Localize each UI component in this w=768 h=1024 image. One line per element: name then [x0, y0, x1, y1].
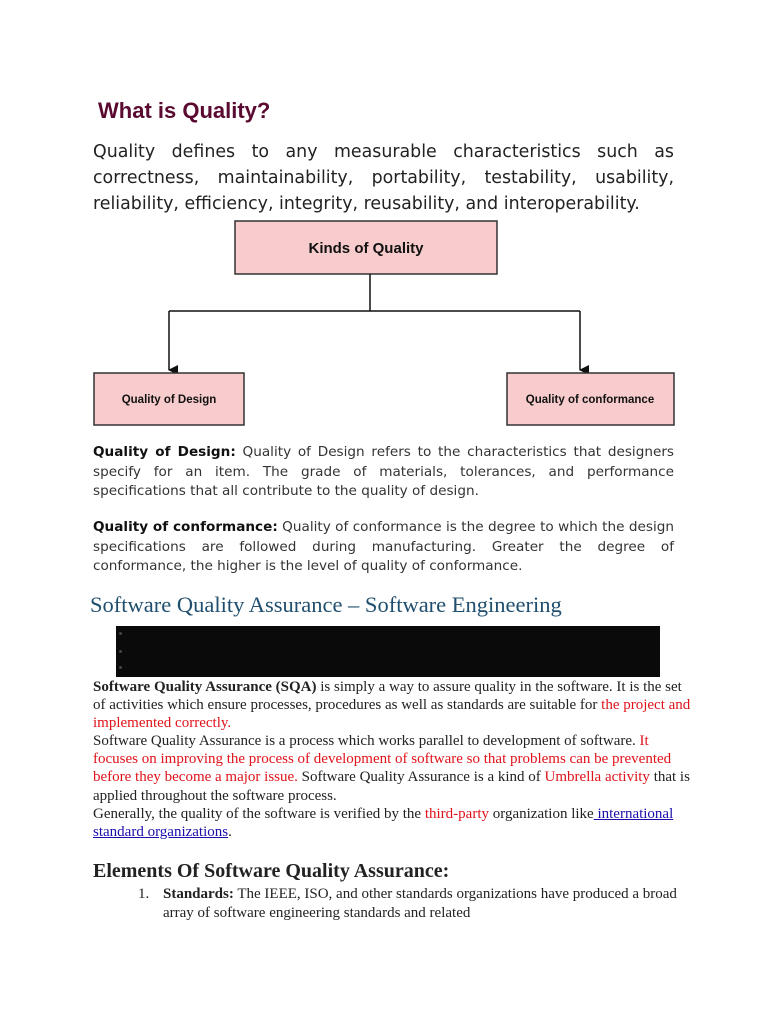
sqa-p3-text: Generally, the quality of the software is verified by the — [93, 805, 425, 822]
bullet-dot — [119, 632, 122, 635]
sqa-p1-text: is simply a way to assure quality in the software. It is the set of activities which ensure processes, procedures as well as standards are suitable for — [93, 679, 682, 714]
quality-of-conformance-definition: Quality of conformance is the degree to which the design specifications are followed during manufacturing. Greater the degree of conformance, the higher is the level of quality of conformance. — [93, 519, 674, 574]
quality-of-design-term: Quality of Design: — [93, 444, 236, 460]
page-title: What is Quality? — [98, 98, 271, 123]
elements-list — [138, 885, 678, 922]
sqa-p2-highlight2: Umbrella activity — [544, 769, 650, 786]
list-item-text — [163, 885, 678, 922]
sqa-paragraph-3 — [93, 805, 693, 841]
sqa-p3-highlight: third-party — [424, 805, 489, 822]
left-child-label: Quality of Design — [121, 394, 217, 406]
intro-paragraph: Quality defines to any measurable characteristics such as correctness, maintainability, portability, testability, usability, reliability, efficiency, integrity, reusability, and interoperability. — [93, 142, 674, 214]
list-item-term: Standards: — [163, 886, 234, 902]
sqa-paragraph-2 — [93, 732, 693, 804]
quality-of-design-paragraph — [93, 443, 674, 502]
quality-of-conformance-paragraph — [93, 518, 674, 577]
redacted-block — [116, 626, 660, 677]
sqa-p2-text: Software Quality Assurance is a process which works parallel to development of software. — [93, 733, 640, 750]
kinds-of-quality-diagram — [0, 0, 768, 440]
list-item-number: 1. — [138, 886, 150, 902]
sqa-body — [93, 678, 693, 841]
sqa-paragraph-1 — [93, 678, 693, 732]
bullet-dot — [119, 666, 122, 669]
sqa-p2-highlight: It focuses on improving the process of development of software so that problems can be prevented before they become a major issue. — [93, 733, 672, 786]
quality-of-design-definition: Quality of Design refers to the characteristics that designers specify for an item. The grade of materials, tolerances, and performance specifications that all contribute to the quality of design. — [93, 444, 674, 499]
sqa-p2-text3: that is applied throughout the software process. — [93, 769, 690, 804]
elements-heading: Elements Of Software Quality Assurance: — [93, 860, 450, 882]
sqa-p1-highlight: the project and implemented correctly. — [93, 697, 691, 732]
international-standard-organizations-link[interactable]: international standard organizations — [93, 805, 674, 840]
right-child-label: Quality of conformance — [525, 394, 655, 406]
sqa-heading: Software Quality Assurance – Software Engineering — [90, 592, 562, 617]
list-item — [138, 885, 678, 922]
root-box-label: Kinds of Quality — [308, 240, 424, 257]
bullet-dot — [119, 650, 122, 653]
sqa-p2-text2: Software Quality Assurance is a kind of — [297, 769, 545, 786]
sqa-p3-text2: organization like — [489, 805, 594, 822]
sqa-term: Software Quality Assurance (SQA) — [93, 679, 317, 695]
list-item-description: The IEEE, ISO, and other standards organizations have produced a broad array of software engineering standards and related — [163, 886, 677, 921]
sqa-p3-end: . — [228, 823, 232, 840]
quality-of-conformance-term: Quality of conformance: — [93, 519, 278, 535]
